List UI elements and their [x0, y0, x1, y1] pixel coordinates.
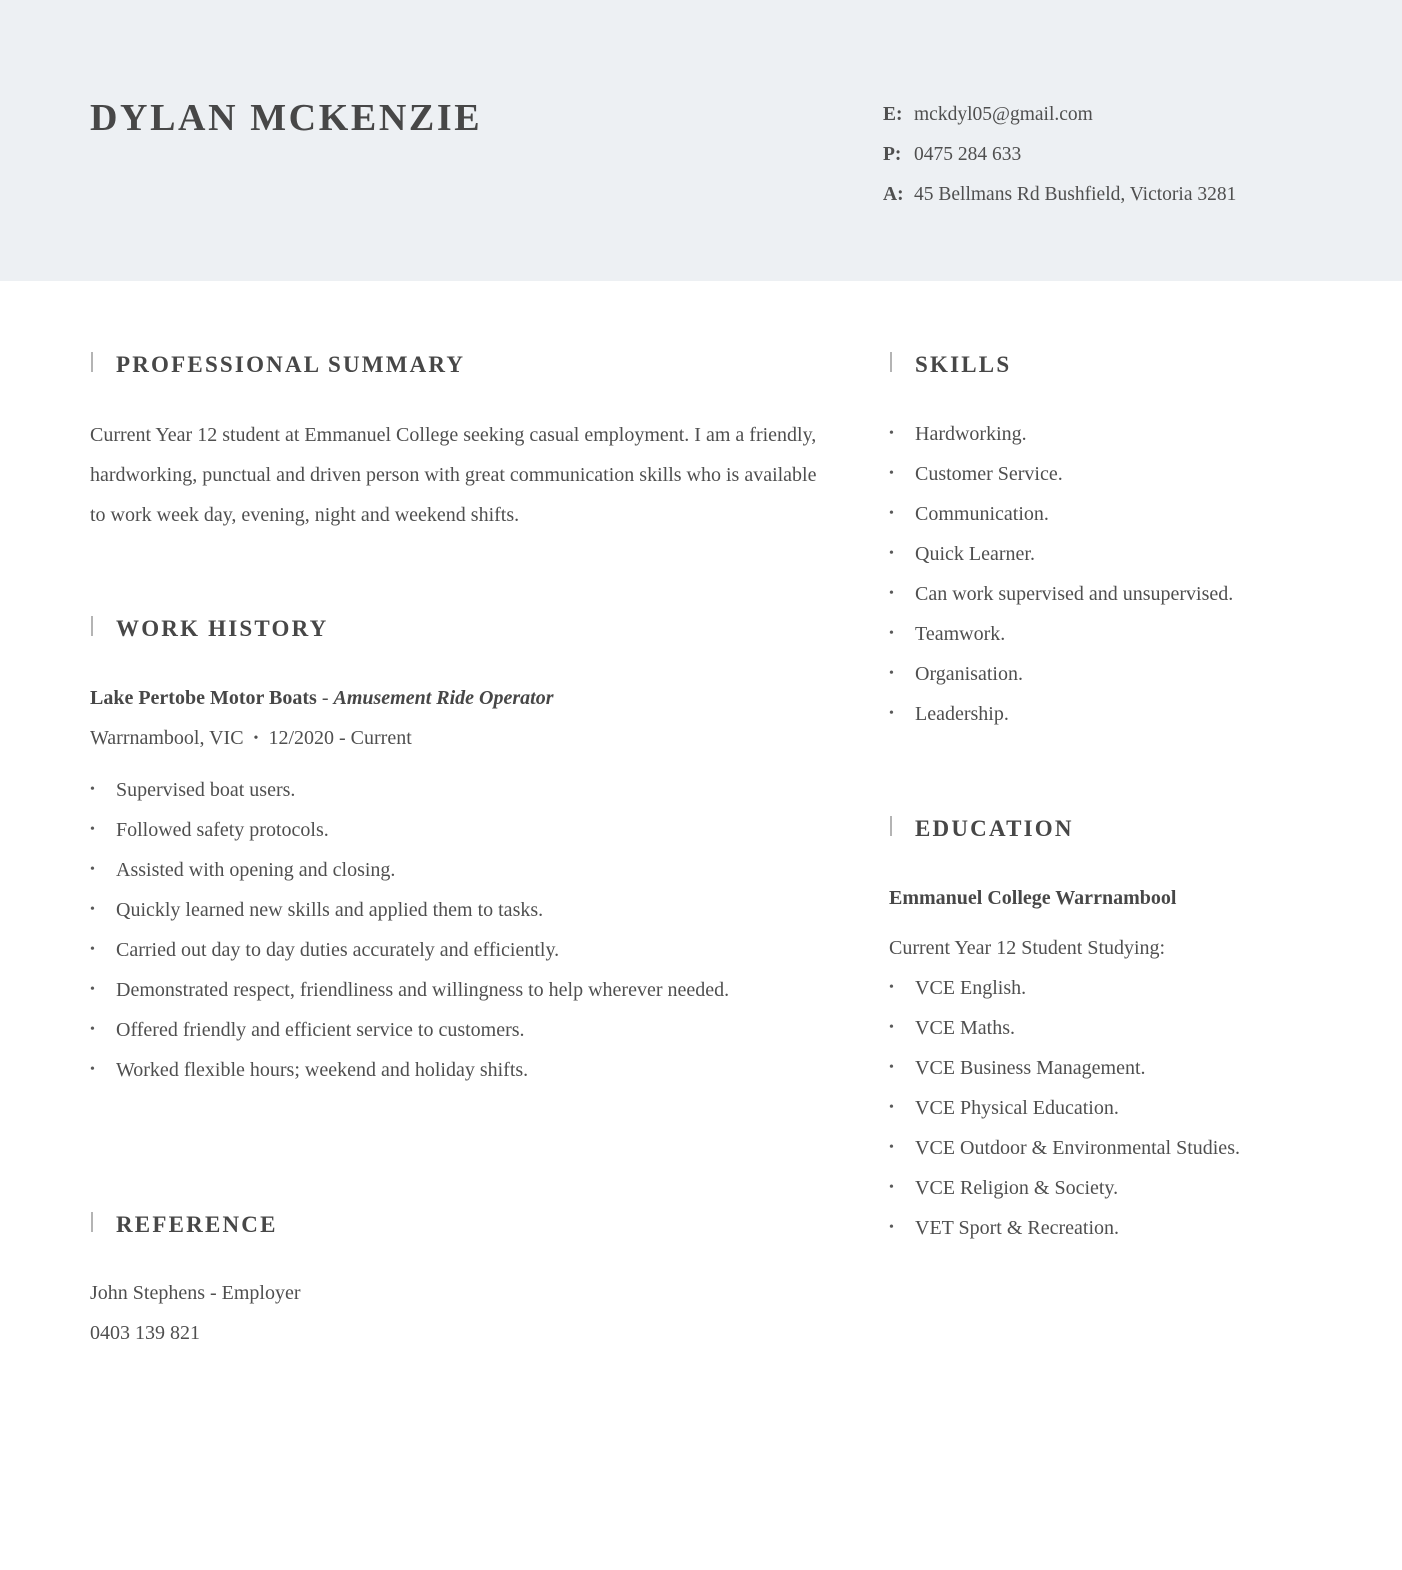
- list-item: • Organisation.: [889, 654, 1233, 694]
- contact-email-row: [883, 95, 1236, 135]
- contact-phone-row: [883, 135, 1236, 175]
- list-item: • Carried out day to day duties accurately and efficiently.: [90, 930, 729, 970]
- job-employer: Lake Pertobe Motor Boats: [90, 687, 317, 709]
- job-location: Warrnambool, VIC: [90, 727, 244, 749]
- list-item: • Customer Service.: [889, 454, 1233, 494]
- list-item: • VCE Physical Education.: [889, 1088, 1240, 1128]
- phone-value: 0475 284 633: [914, 144, 1022, 165]
- section-divider: [890, 816, 892, 836]
- address-label: A:: [883, 184, 904, 205]
- job-separator: -: [316, 687, 334, 709]
- skills-heading: [915, 350, 1011, 380]
- section-divider: [890, 352, 892, 372]
- education-subjects-list: [889, 968, 1240, 1248]
- list-item: • Teamwork.: [889, 614, 1233, 654]
- contact-address-row: [883, 175, 1236, 215]
- work-history-heading: [116, 614, 328, 644]
- list-item: • Assisted with opening and closing.: [90, 850, 729, 890]
- contact-block: [883, 95, 1236, 215]
- reference-heading: [116, 1210, 278, 1240]
- list-item: • VCE Business Management.: [889, 1048, 1240, 1088]
- list-item: • Can work supervised and unsupervised.: [889, 574, 1233, 614]
- resume-header: [0, 0, 1402, 281]
- work-history-heading-text: WORK HISTORY: [116, 616, 329, 641]
- section-divider: [91, 1212, 93, 1232]
- email-value: mckdyl05@gmail.com: [914, 104, 1093, 125]
- list-item: • Supervised boat users.: [90, 770, 729, 810]
- list-item: • Quick Learner.: [889, 534, 1233, 574]
- list-item: • VCE English.: [889, 968, 1240, 1008]
- summary-heading-text: PROFESSIONAL SUMMARY: [116, 352, 466, 377]
- education-school: Emmanuel College Warrnambool: [889, 887, 1177, 909]
- summary-text: Current Year 12 student at Emmanuel College seeking casual employment. I am a friendly, hardworking, punctual and driven person with great communication skills who is available to work week day, evening, night and weekend shifts.: [90, 424, 817, 526]
- candidate-name: DYLAN MCKENZIE: [90, 97, 483, 139]
- list-item: • VCE Religion & Society.: [889, 1168, 1240, 1208]
- list-item: • VCE Maths.: [889, 1008, 1240, 1048]
- list-item: • VCE Outdoor & Environmental Studies.: [889, 1128, 1240, 1168]
- job-title: [90, 678, 554, 718]
- reference-name: John Stephens - Employer: [90, 1282, 301, 1304]
- education-heading: [915, 814, 1074, 844]
- list-item: • Communication.: [889, 494, 1233, 534]
- list-item: • Offered friendly and efficient service to customers.: [90, 1010, 729, 1050]
- skills-heading-text: SKILLS: [915, 352, 1012, 377]
- list-item: • VET Sport & Recreation.: [889, 1208, 1240, 1248]
- education-subtitle: Current Year 12 Student Studying:: [889, 937, 1166, 959]
- summary-heading: [116, 350, 465, 380]
- reference-phone: 0403 139 821: [90, 1322, 200, 1344]
- job-duties-list: [90, 770, 729, 1090]
- phone-label: P:: [883, 144, 902, 165]
- list-item: • Hardworking.: [889, 414, 1233, 454]
- list-item: • Demonstrated respect, friendliness and willingness to help wherever needed.: [90, 970, 729, 1010]
- job-meta: [90, 718, 412, 761]
- job-meta-dot: •: [253, 731, 259, 746]
- list-item: • Followed safety protocols.: [90, 810, 729, 850]
- skills-list: [889, 414, 1233, 734]
- address-value: 45 Bellmans Rd Bushfield, Victoria 3281: [914, 184, 1237, 205]
- list-item: • Leadership.: [889, 694, 1233, 734]
- email-label: E:: [883, 104, 903, 125]
- section-divider: [91, 616, 93, 636]
- section-divider: [91, 352, 93, 372]
- job-dates: 12/2020 - Current: [268, 727, 412, 749]
- job-role: Amusement Ride Operator: [333, 687, 554, 709]
- list-item: • Worked flexible hours; weekend and holiday shifts.: [90, 1050, 729, 1090]
- education-heading-text: EDUCATION: [915, 816, 1074, 841]
- reference-heading-text: REFERENCE: [116, 1212, 278, 1237]
- list-item: • Quickly learned new skills and applied them to tasks.: [90, 890, 729, 930]
